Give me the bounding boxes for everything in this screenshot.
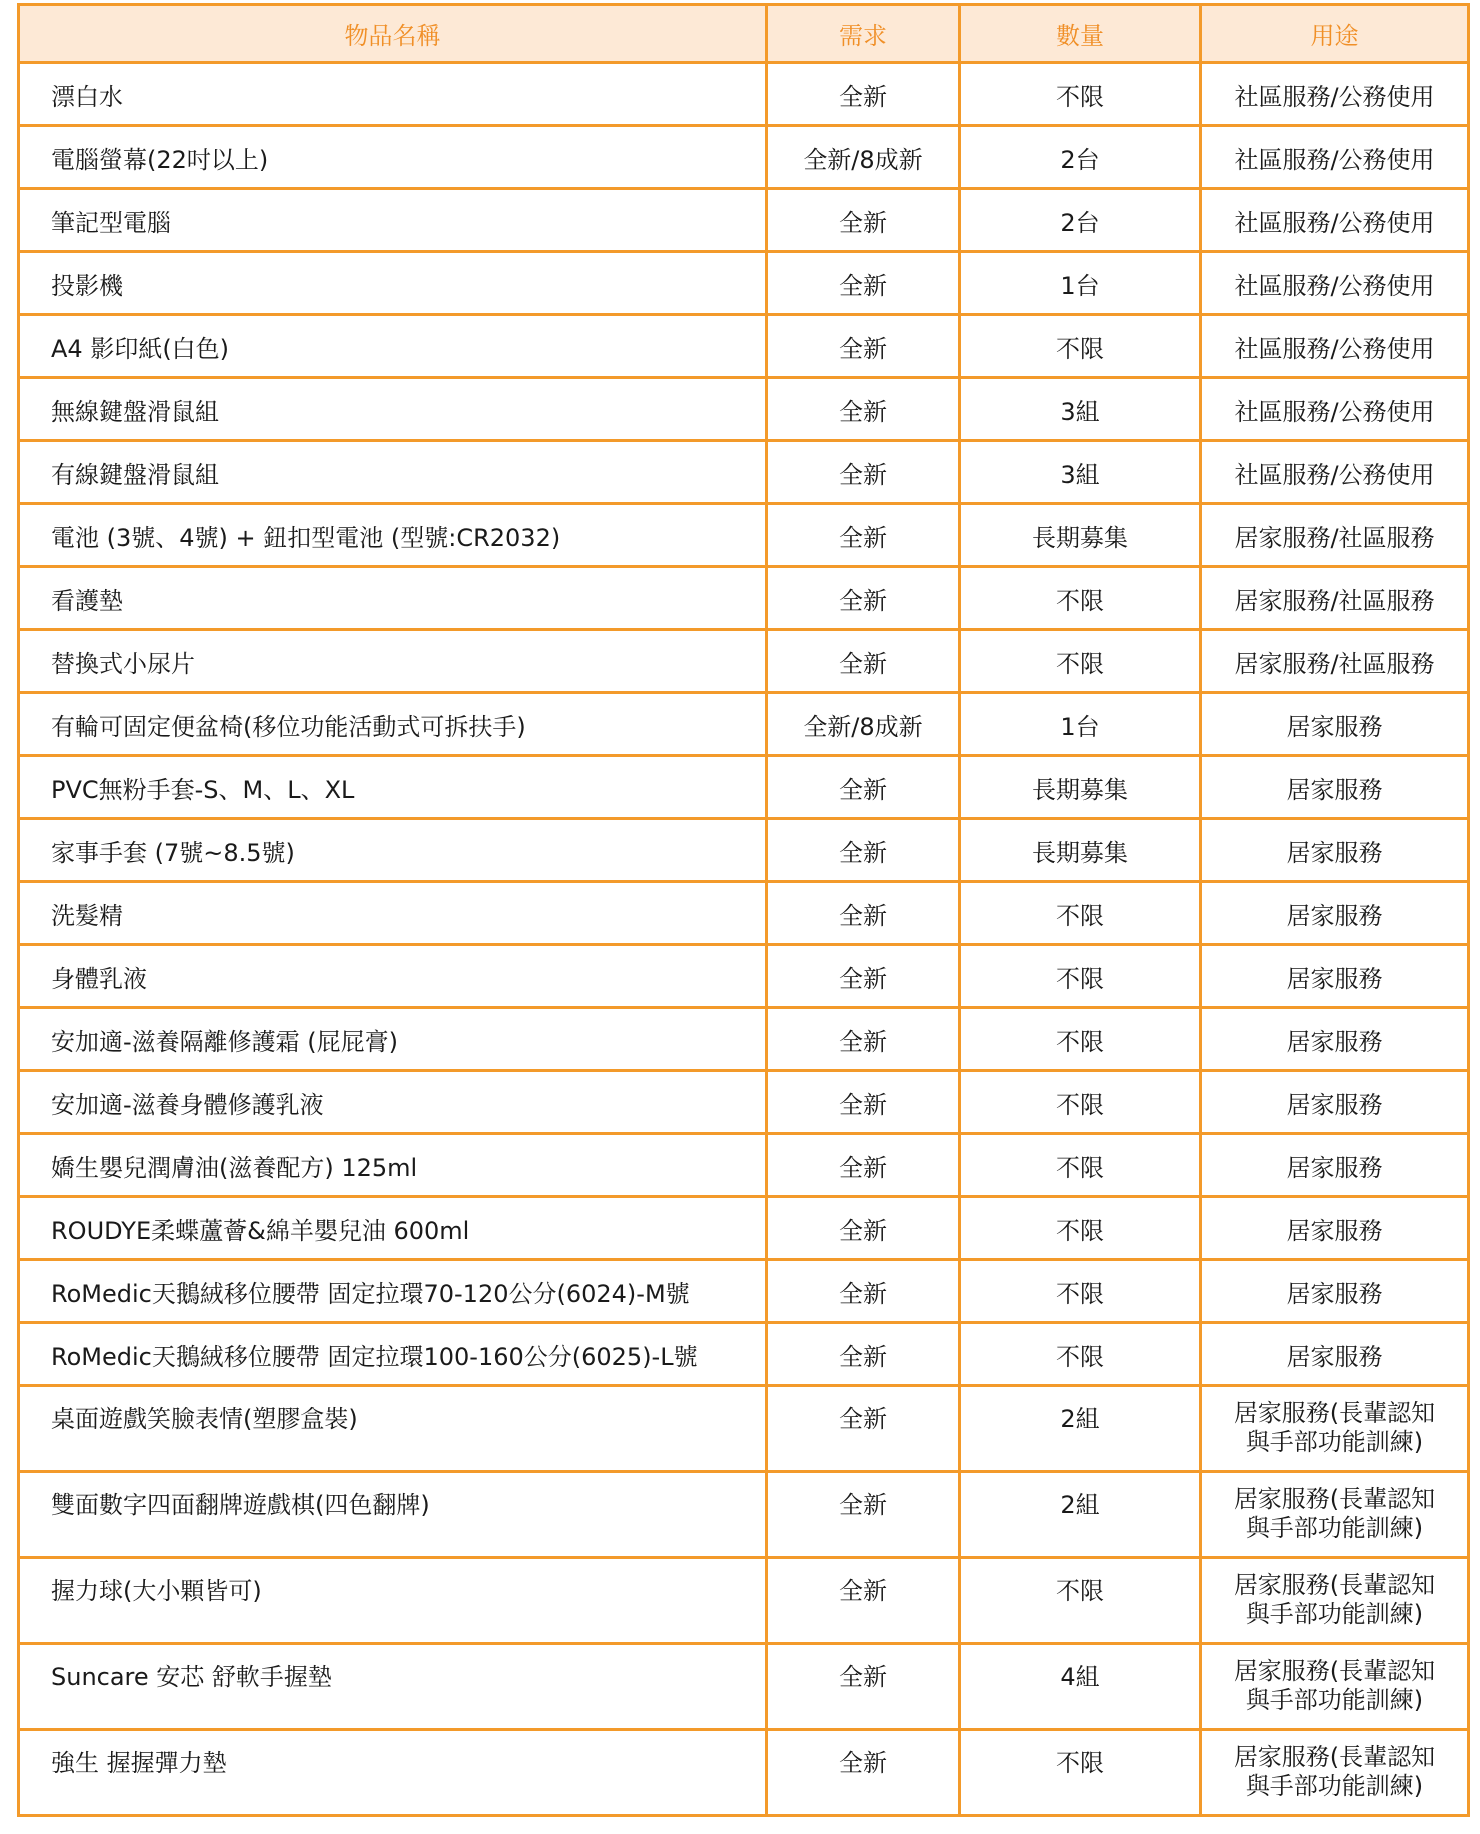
quantity-cell: 4組 — [960, 1644, 1201, 1730]
item-name-cell: RoMedic天鵝絨移位腰帶 固定拉環70-120公分(6024)-M號 — [19, 1260, 767, 1323]
usage-cell — [1201, 1134, 1469, 1197]
usage-cell — [1201, 1730, 1469, 1816]
need-cell: 全新 — [767, 819, 960, 882]
quantity-cell: 3組 — [960, 378, 1201, 441]
usage-cell — [1201, 1558, 1469, 1644]
usage-line: 與手部功能訓練) — [1245, 1772, 1424, 1800]
table-row — [19, 1644, 1469, 1730]
usage-text — [1234, 644, 1434, 679]
item-name-cell: 投影機 — [19, 252, 767, 315]
usage-line: 居家服務(長輩認知 — [1233, 1743, 1436, 1771]
usage-text — [1234, 1399, 1435, 1457]
table-row — [19, 1386, 1469, 1472]
table-row — [19, 1472, 1469, 1558]
usage-line: 與手部功能訓練) — [1245, 1600, 1424, 1628]
need-cell: 全新 — [767, 252, 960, 315]
need-cell: 全新 — [767, 441, 960, 504]
item-name-cell: 筆記型電腦 — [19, 189, 767, 252]
donation-items-table — [17, 3, 1470, 1817]
table-row — [19, 315, 1469, 378]
need-cell: 全新 — [767, 756, 960, 819]
usage-text — [1234, 140, 1434, 175]
usage-cell — [1201, 189, 1469, 252]
item-name-cell: 雙面數字四面翻牌遊戲棋(四色翻牌) — [19, 1472, 767, 1558]
usage-cell — [1201, 1386, 1469, 1472]
table-row — [19, 882, 1469, 945]
quantity-cell: 不限 — [960, 1197, 1201, 1260]
usage-text — [1234, 1657, 1435, 1715]
item-name-cell: 漂白水 — [19, 63, 767, 126]
usage-text — [1234, 266, 1434, 301]
item-name-cell: 握力球(大小顆皆可) — [19, 1558, 767, 1644]
table-row — [19, 63, 1469, 126]
item-name-cell: 無線鍵盤滑鼠組 — [19, 378, 767, 441]
item-name-cell: 有輪可固定便盆椅(移位功能活動式可拆扶手) — [19, 693, 767, 756]
usage-line: 居家服務(長輩認知 — [1233, 1485, 1436, 1513]
usage-cell — [1201, 1472, 1469, 1558]
quantity-cell: 2台 — [960, 126, 1201, 189]
usage-text — [1234, 77, 1434, 112]
usage-text — [1234, 455, 1434, 490]
item-name-cell: 電池 (3號、4號) + 鈕扣型電池 (型號:CR2032) — [19, 504, 767, 567]
usage-text — [1234, 1485, 1435, 1543]
usage-line: 居家服務 — [1286, 1216, 1383, 1245]
usage-line: 居家服務 — [1286, 838, 1383, 867]
table-row — [19, 1730, 1469, 1816]
item-name-cell: 替換式小尿片 — [19, 630, 767, 693]
item-name-cell: 強生 握握彈力墊 — [19, 1730, 767, 1816]
item-name-cell: 安加適-滋養身體修護乳液 — [19, 1071, 767, 1134]
need-cell: 全新 — [767, 630, 960, 693]
usage-text — [1287, 1274, 1383, 1309]
item-name-cell: PVC無粉手套-S、M、L、XL — [19, 756, 767, 819]
quantity-cell: 不限 — [960, 1134, 1201, 1197]
table-body — [19, 63, 1469, 1816]
need-cell: 全新 — [767, 1730, 960, 1816]
need-cell: 全新 — [767, 1260, 960, 1323]
usage-text — [1234, 1571, 1435, 1629]
usage-cell — [1201, 126, 1469, 189]
quantity-cell: 2台 — [960, 189, 1201, 252]
quantity-cell: 不限 — [960, 1730, 1201, 1816]
quantity-cell: 不限 — [960, 882, 1201, 945]
usage-line: 社區服務/公務使用 — [1234, 82, 1435, 111]
quantity-cell: 不限 — [960, 945, 1201, 1008]
quantity-cell: 長期募集 — [960, 819, 1201, 882]
need-cell: 全新 — [767, 1134, 960, 1197]
quantity-cell: 不限 — [960, 1323, 1201, 1386]
need-cell: 全新 — [767, 1071, 960, 1134]
usage-cell — [1201, 378, 1469, 441]
usage-text — [1287, 770, 1383, 805]
need-cell: 全新 — [767, 315, 960, 378]
usage-line: 居家服務 — [1286, 901, 1383, 930]
quantity-cell: 3組 — [960, 441, 1201, 504]
usage-cell — [1201, 315, 1469, 378]
table-row — [19, 1134, 1469, 1197]
table-row — [19, 756, 1469, 819]
quantity-cell: 1台 — [960, 252, 1201, 315]
table-row — [19, 1260, 1469, 1323]
table-row — [19, 1071, 1469, 1134]
usage-text — [1234, 392, 1434, 427]
quantity-cell: 不限 — [960, 1558, 1201, 1644]
usage-line: 與手部功能訓練) — [1245, 1514, 1424, 1542]
header-quantity: 數量 — [960, 5, 1201, 63]
quantity-cell: 不限 — [960, 315, 1201, 378]
quantity-cell: 1台 — [960, 693, 1201, 756]
usage-line: 居家服務 — [1286, 712, 1383, 741]
table-row — [19, 693, 1469, 756]
table-row — [19, 1558, 1469, 1644]
usage-text — [1287, 1022, 1383, 1057]
item-name-cell: 洗髮精 — [19, 882, 767, 945]
table-row — [19, 441, 1469, 504]
usage-line: 與手部功能訓練) — [1245, 1428, 1424, 1456]
usage-cell — [1201, 1323, 1469, 1386]
table-row — [19, 1323, 1469, 1386]
quantity-cell: 不限 — [960, 567, 1201, 630]
usage-text — [1287, 896, 1383, 931]
need-cell: 全新 — [767, 189, 960, 252]
usage-cell — [1201, 504, 1469, 567]
need-cell: 全新 — [767, 1386, 960, 1472]
usage-cell — [1201, 1644, 1469, 1730]
usage-line: 居家服務 — [1286, 1153, 1383, 1182]
need-cell: 全新 — [767, 63, 960, 126]
table-row — [19, 378, 1469, 441]
usage-cell — [1201, 63, 1469, 126]
usage-text — [1234, 1743, 1435, 1801]
need-cell: 全新 — [767, 945, 960, 1008]
usage-line: 居家服務 — [1286, 775, 1383, 804]
need-cell: 全新 — [767, 882, 960, 945]
item-name-cell: 家事手套 (7號~8.5號) — [19, 819, 767, 882]
usage-text — [1234, 581, 1434, 616]
usage-text — [1287, 1337, 1383, 1372]
usage-line: 與手部功能訓練) — [1245, 1686, 1424, 1714]
quantity-cell: 不限 — [960, 1008, 1201, 1071]
need-cell: 全新 — [767, 1008, 960, 1071]
usage-line: 居家服務 — [1286, 1027, 1383, 1056]
usage-line: 居家服務/社區服務 — [1234, 649, 1435, 678]
usage-line: 居家服務 — [1286, 1279, 1383, 1308]
table-row — [19, 126, 1469, 189]
need-cell: 全新 — [767, 378, 960, 441]
usage-line: 居家服務 — [1286, 1342, 1383, 1371]
need-cell: 全新 — [767, 1644, 960, 1730]
usage-cell — [1201, 1197, 1469, 1260]
usage-text — [1234, 329, 1434, 364]
table-row — [19, 567, 1469, 630]
usage-cell — [1201, 1071, 1469, 1134]
usage-cell — [1201, 567, 1469, 630]
item-name-cell: 電腦螢幕(22吋以上) — [19, 126, 767, 189]
item-name-cell: ROUDYE柔蝶蘆薈&綿羊嬰兒油 600ml — [19, 1197, 767, 1260]
usage-text — [1287, 1211, 1383, 1246]
usage-line: 社區服務/公務使用 — [1234, 334, 1435, 363]
usage-cell — [1201, 819, 1469, 882]
table-row — [19, 1197, 1469, 1260]
need-cell: 全新 — [767, 1323, 960, 1386]
need-cell: 全新 — [767, 1558, 960, 1644]
table-row — [19, 504, 1469, 567]
usage-text — [1287, 959, 1383, 994]
need-cell: 全新/8成新 — [767, 126, 960, 189]
usage-line: 社區服務/公務使用 — [1234, 271, 1435, 300]
table-row — [19, 1008, 1469, 1071]
usage-cell — [1201, 882, 1469, 945]
table-row — [19, 819, 1469, 882]
item-name-cell: 有線鍵盤滑鼠組 — [19, 441, 767, 504]
need-cell: 全新/8成新 — [767, 693, 960, 756]
usage-line: 居家服務 — [1286, 964, 1383, 993]
item-name-cell: 看護墊 — [19, 567, 767, 630]
quantity-cell: 不限 — [960, 63, 1201, 126]
need-cell: 全新 — [767, 1472, 960, 1558]
usage-line: 社區服務/公務使用 — [1234, 208, 1435, 237]
need-cell: 全新 — [767, 567, 960, 630]
need-cell: 全新 — [767, 504, 960, 567]
item-name-cell: Suncare 安芯 舒軟手握墊 — [19, 1644, 767, 1730]
usage-line: 居家服務/社區服務 — [1234, 523, 1435, 552]
quantity-cell: 不限 — [960, 630, 1201, 693]
usage-line: 社區服務/公務使用 — [1234, 460, 1435, 489]
usage-cell — [1201, 756, 1469, 819]
quantity-cell: 2組 — [960, 1472, 1201, 1558]
item-name-cell: 身體乳液 — [19, 945, 767, 1008]
header-row — [19, 5, 1469, 63]
usage-cell — [1201, 441, 1469, 504]
usage-cell — [1201, 945, 1469, 1008]
usage-line: 居家服務(長輩認知 — [1233, 1399, 1436, 1427]
usage-line: 社區服務/公務使用 — [1234, 145, 1435, 174]
table-row — [19, 252, 1469, 315]
usage-line: 居家服務/社區服務 — [1234, 586, 1435, 615]
usage-cell — [1201, 252, 1469, 315]
item-name-cell: RoMedic天鵝絨移位腰帶 固定拉環100-160公分(6025)-L號 — [19, 1323, 767, 1386]
usage-line: 居家服務 — [1286, 1090, 1383, 1119]
quantity-cell: 長期募集 — [960, 504, 1201, 567]
usage-cell — [1201, 1260, 1469, 1323]
need-cell: 全新 — [767, 1197, 960, 1260]
header-need: 需求 — [767, 5, 960, 63]
quantity-cell: 長期募集 — [960, 756, 1201, 819]
usage-cell — [1201, 1008, 1469, 1071]
usage-text — [1234, 203, 1434, 238]
usage-cell — [1201, 693, 1469, 756]
table-row — [19, 945, 1469, 1008]
item-name-cell: 安加適-滋養隔離修護霜 (屁屁膏) — [19, 1008, 767, 1071]
quantity-cell: 不限 — [960, 1071, 1201, 1134]
usage-text — [1287, 1085, 1383, 1120]
usage-text — [1287, 1148, 1383, 1183]
table-row — [19, 189, 1469, 252]
usage-cell — [1201, 630, 1469, 693]
usage-line: 居家服務(長輩認知 — [1233, 1571, 1436, 1599]
quantity-cell: 不限 — [960, 1260, 1201, 1323]
item-name-cell: 桌面遊戲笑臉表情(塑膠盒裝) — [19, 1386, 767, 1472]
usage-text — [1234, 518, 1434, 553]
table-row — [19, 630, 1469, 693]
quantity-cell: 2組 — [960, 1386, 1201, 1472]
usage-line: 居家服務(長輩認知 — [1233, 1657, 1436, 1685]
usage-text — [1287, 707, 1383, 742]
item-name-cell: 嬌生嬰兒潤膚油(滋養配方) 125ml — [19, 1134, 767, 1197]
header-item-name: 物品名稱 — [19, 5, 767, 63]
usage-text — [1287, 833, 1383, 868]
item-name-cell: A4 影印紙(白色) — [19, 315, 767, 378]
usage-line: 社區服務/公務使用 — [1234, 397, 1435, 426]
header-usage: 用途 — [1201, 5, 1469, 63]
